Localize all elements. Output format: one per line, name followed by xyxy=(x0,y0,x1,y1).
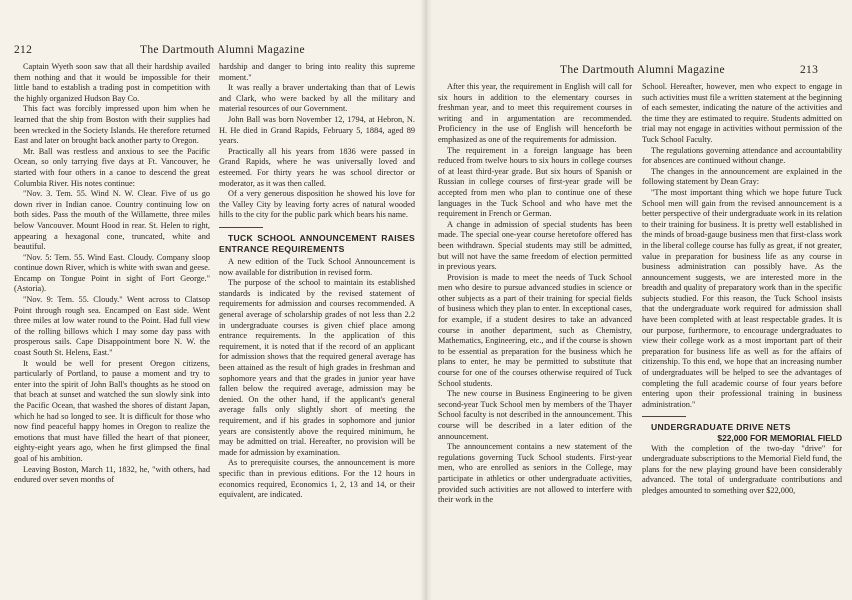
text-column-2 xyxy=(642,82,842,590)
quote-paragraph: "Nov. 5: Tem. 55. Wind East. Cloudy. Company sloop continue down River, which is white with swan and geese. Encamp on Tongue Point in sight of Fort George." (Astoria). xyxy=(14,252,210,294)
section-heading: TUCK SCHOOL ANNOUNCEMENT RAISES ENTRANCE REQUIREMENTS xyxy=(219,232,415,254)
paragraph: The regulations governing attendance and accountability for absences are continued without change. xyxy=(642,145,842,166)
paragraph: The requirement in a foreign language has been reduced from twelve hours to six hours in college courses of at least third-year grade. But six hours of Spanish or Russian in college courses of first-year grade will be accepted from men who plan to continue one of these languages in the Tuck School and who have met the requirement in French or German. xyxy=(438,145,632,219)
binding-gutter xyxy=(420,0,432,600)
paragraph: A new edition of the Tuck School Announcement is now available for distribution in revised form. xyxy=(219,257,415,277)
paragraph: After this year, the requirement in English will call for six hours in addition to the elementary courses in freshman year, and to meet this requirement courses in writing and in argumentation are recommended. Proficiency in the use of English will henceforth be emphasized as one of the requirements for admission. xyxy=(438,82,632,144)
paragraph: John Ball was born November 12, 1794, at Hebron, N. H. He died in Grand Rapids, February 5, 1884, aged 89 years. xyxy=(219,114,415,146)
text-column-1 xyxy=(14,62,210,586)
paragraph: With the completion of the two-day "drive" for undergraduate subscriptions to the Memorial Field fund, the plans for the new playing ground have been considerably advanced. The total of undergraduate contributions and pledges amounted to something over $22,000, xyxy=(642,443,842,495)
section-subheading: $22,000 FOR MEMORIAL FIELD xyxy=(717,433,842,443)
paragraph: Practically all his years from 1836 were passed in Grand Rapids, where he was universally loved and esteemed. For thirty years he was school director or moderator, as it was then called. xyxy=(219,146,415,188)
paragraph: Leaving Boston, March 11, 1832, he, "with others, had endured over seven months of xyxy=(14,464,210,485)
paragraph: It was really a braver undertaking than that of Lewis and Clark, who were backed by all the military and material resources of our Government. xyxy=(219,83,415,114)
text-column-2 xyxy=(219,62,415,586)
paragraph: Of a very generous disposition he showed his love for the Valley City by leaving forty acres of natural wooded hills to the city for the public park which bears his name. xyxy=(219,189,415,220)
page-number: 212 xyxy=(14,44,33,56)
paragraph: The purpose of the school to maintain its established standards is indicated by the revised statement of requirements for admission and courses recommended. A general average of scholarship grades of not less than 2.2 in undergraduate courses is given chief place among entrance requirements. In the application of this requirement, it is noted that if the record of an applicant for admission shows that the required general average has been attained as the result of high grades in freshman and sophomore years and that the grades in junior year have fallen below the required average, admission may be denied. On the other hand, if the applicant's general average falls only slightly short of meeting the requirement, and if his grades in sophomore and junior years are consistently above the required minimum, he may be admitted on trial. Hereafter, no provision will be made for admission by examination. xyxy=(219,278,415,457)
magazine-title: The Dartmouth Alumni Magazine xyxy=(560,64,725,76)
paragraph: Mr. Ball was restless and anxious to see the Pacific Ocean, so only tarrying five days at Ft. Vancouver, he started with four others in a canoe to descend the great Columbia River. His notes continue: xyxy=(14,146,210,188)
section-divider xyxy=(642,416,686,417)
text-column-1 xyxy=(438,82,632,590)
paragraph: The changes in the announcement are explained in the following statement by Dean Gray: xyxy=(642,166,842,187)
paragraph: hardship and danger to bring into reality this supreme moment." xyxy=(219,62,415,82)
paragraph: This fact was forcibly impressed upon him when he learned that the ship from Boston with their supplies had been wrecked in the Society Islands. He therefore returned East and later on brought back another party to Oregon. xyxy=(14,104,210,146)
magazine-title: The Dartmouth Alumni Magazine xyxy=(140,44,305,56)
paragraph: Captain Wyeth soon saw that all their hardship availed them nothing and that it would be impossible for their little band to establish a trading post in competition with the highly organized Hudson Bay Co. xyxy=(14,62,210,103)
paragraph: As to prerequisite courses, the announcement is more specific than in previous editions. For the 12 hours in economics required, Economics 1, 2, 13 and 14, or their equivalent, are indicated. xyxy=(219,458,415,500)
paragraph: It would be well for present Oregon citizens, particularly of Portland, to pause a moment and try to enter into the spirit of John Ball's thoughts as he stood on that beach at sunset and watched the sun slowly sink into the Pacific Ocean, that washed the shores of distant Japan, which he had so longed to see. It is difficult for those who now find peaceful happy homes in Oregon to realize the emotions that must have filled the heart of that pioneer, eighty-eight years ago, when he first glimpsed the final goal of his ambition. xyxy=(14,358,210,463)
section-heading: UNDERGRADUATE DRIVE NETS xyxy=(651,422,791,433)
right-page xyxy=(426,0,852,600)
paragraph: School. Hereafter, however, men who expect to engage in such activities must file a written statement at the beginning of each semester, indicating the nature of the activities and the time they are estimated to require. Students admitted on trial may not engage in activities without permission of the Tuck School Faculty. xyxy=(642,82,842,144)
quote-paragraph: "The most important thing which we hope future Tuck School men will gain from the revised announcement is a better perspective of their undergraduate work in its relation to their training for business. It is pretty well established in the minds of broad-gauge business men that first-class work in the liberal college course has fully as great, if not greater, value in preparation for business life as any course in business administration can possibly have. As the announcement suggests, we are interested more in the breadth and quality of preparatory work than in the specific subjects studied. For this reason, the Tuck School insists that the undergraduate work required for admission shall have been completed with at least respectable grades. It is our purpose, furthermore, to encourage undergraduates to view their college work as a most important part of their preparation for business life as well as for the affairs of citizenship. To this end, we hope that an increasing number of undergraduates will be helped to see the advantages of completing the full academic course of four years before entering upon their professional training in business administration." xyxy=(642,187,842,409)
paragraph: A change in admission of special students has been made. The special one-year course heretofore offered has been withdrawn. Special students may still be admitted, but will not have the same freedom of election permitted in previous years. xyxy=(438,219,632,272)
quote-paragraph: "Nov. 3. Tem. 55. Wind N. W. Clear. Five of us go down river in Indian canoe. Country continuing low on both sides. Pass the mouth of the Willamette, three miles below Vancouver. Mount Hood in rear. St. Helen to right, appearing a hexagonal cone, truncated, white and beautiful. xyxy=(14,189,210,252)
quote-paragraph: "Nov. 9: Tem. 55. Cloudy." Went across to Clatsop Point through rough sea. Encamped on East side. Went three miles at low water round to the Point. Had full view of the rolling billows which I may some day pass with prosperous sails. Cape Disappointment bore N. W. the coast South St. Helens, East." xyxy=(14,295,210,358)
paragraph: The new course in Business Engineering to be given second-year Tuck School men by members of the Thayer School faculty is not described in the announcement. This course will be described in a later edition of the announcement. xyxy=(438,389,632,441)
page-number: 213 xyxy=(800,64,819,76)
paragraph: The announcement contains a new statement of the regulations governing Tuck School students. First-year men, who are enrolled as seniors in the College, may participate in athletics or other undergraduate activities, provided such activities are not allowed to interfere with their work in the xyxy=(438,442,632,505)
section-divider xyxy=(219,227,263,228)
paragraph: Provision is made to meet the needs of Tuck School men who desire to pursue advanced studies in science or other subjects as a part of their training for special fields of business which they plan to enter. In exceptional cases, for example, if a student desires to take an advanced course in another department, such as Chemistry, Mathematics, Engineering, etc., and if the course is shown to be essential as preparation for the business which he plans to enter, he may be permitted to substitute that course for one of the courses otherwise required of Tuck School students. xyxy=(438,272,632,388)
